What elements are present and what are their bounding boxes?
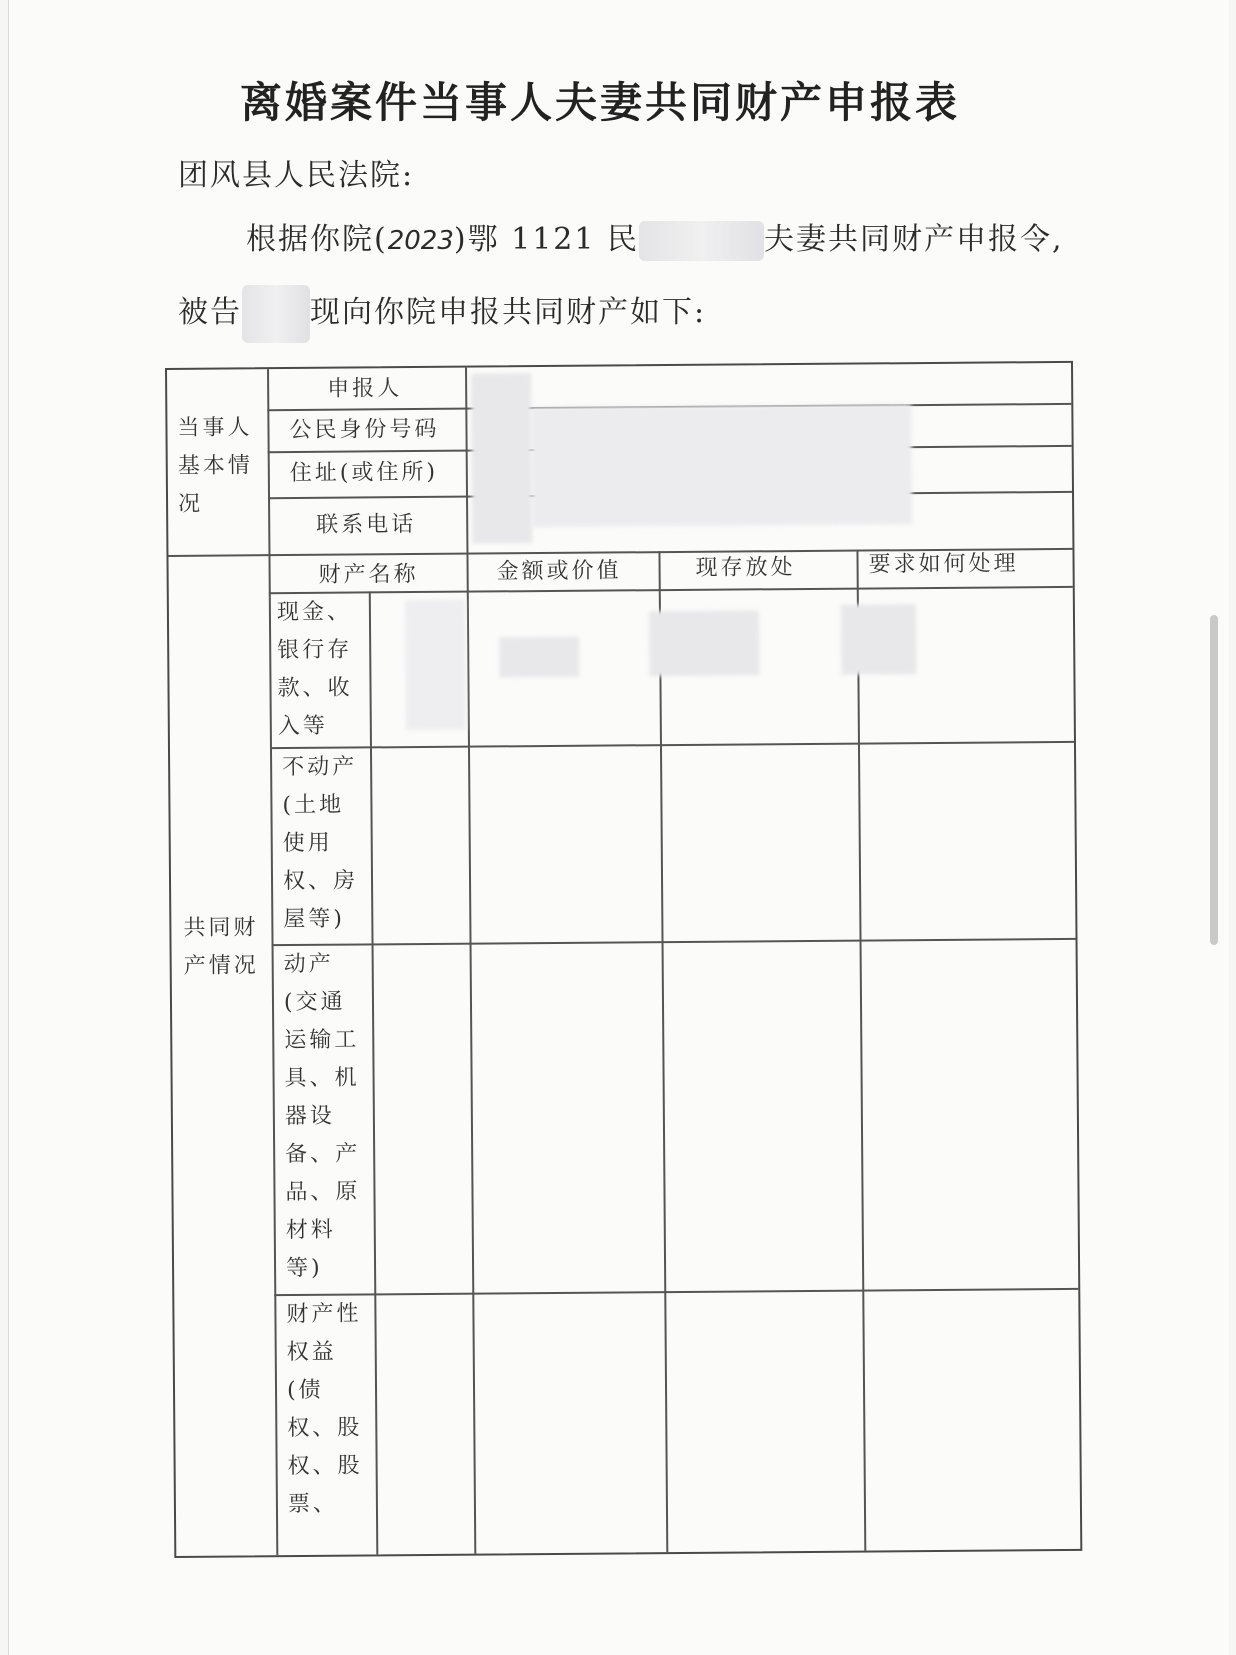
- para1-suffix: 夫妻共同财产申报令,: [764, 222, 1064, 257]
- row-line-realestate: [272, 938, 1076, 946]
- asset-declaration-table: [165, 361, 1082, 1558]
- label-party-info: 当事人基本情况: [177, 415, 253, 517]
- col-divider-1: [267, 369, 278, 1555]
- col-divider-2: [466, 553, 475, 1554]
- row-line-movable: [274, 1288, 1078, 1296]
- redacted-cash-name: [405, 600, 466, 730]
- redacted-case-number: [639, 221, 764, 261]
- header-location: 现存放处: [695, 555, 796, 581]
- paragraph-declaration: [178, 285, 706, 343]
- redacted-defendant-name: [242, 285, 310, 343]
- label-phone: 联系电话: [316, 512, 417, 538]
- category-movable: 动产(交通运输工具、机器设备、产品、原材料等): [283, 951, 361, 1282]
- category-property-rights: 财产性权益(债权、股权、股票、: [286, 1301, 363, 1518]
- para2-suffix: 现向你院申报共同财产如下:: [310, 295, 707, 330]
- col-divider-4: [856, 550, 865, 1551]
- header-amount: 金额或价值: [496, 558, 622, 585]
- category-real-estate: 不动产(土地使用权、房屋等): [282, 754, 359, 933]
- label-common-property: 共同财产情况: [183, 915, 259, 979]
- paragraph-order-reference: [246, 214, 1064, 261]
- redacted-party-values: [471, 373, 532, 543]
- label-id-number: 公民身份号码: [289, 416, 440, 444]
- row-line-cash: [270, 741, 1074, 749]
- col-divider-category: [369, 591, 378, 1554]
- para2-prefix: 被告: [178, 295, 242, 330]
- para1-mid: )鄂 1121 民: [453, 222, 640, 257]
- scrollbar[interactable]: [1210, 615, 1218, 945]
- document-title: 离婚案件当事人夫妻共同财产申报表: [240, 78, 961, 127]
- col-divider-3: [658, 551, 667, 1552]
- redacted-party-values-2: [531, 404, 912, 527]
- para1-prefix: 根据你院(: [246, 222, 388, 257]
- label-address: 住址(或住所): [289, 459, 439, 487]
- col-divider-party: [465, 368, 468, 553]
- header-property-name: 财产名称: [318, 562, 419, 588]
- header-handling: 要求如何处理: [868, 551, 1019, 578]
- category-cash: 现金、银行存款、收入等: [276, 599, 353, 740]
- redacted-cash-amount: [499, 637, 579, 678]
- redacted-cash-handling: [841, 604, 917, 675]
- label-declarant: 申报人: [327, 376, 403, 402]
- redacted-cash-location: [649, 610, 760, 676]
- addressee: 团风县人民法院:: [178, 158, 415, 193]
- handwritten-year: 2023: [387, 226, 454, 256]
